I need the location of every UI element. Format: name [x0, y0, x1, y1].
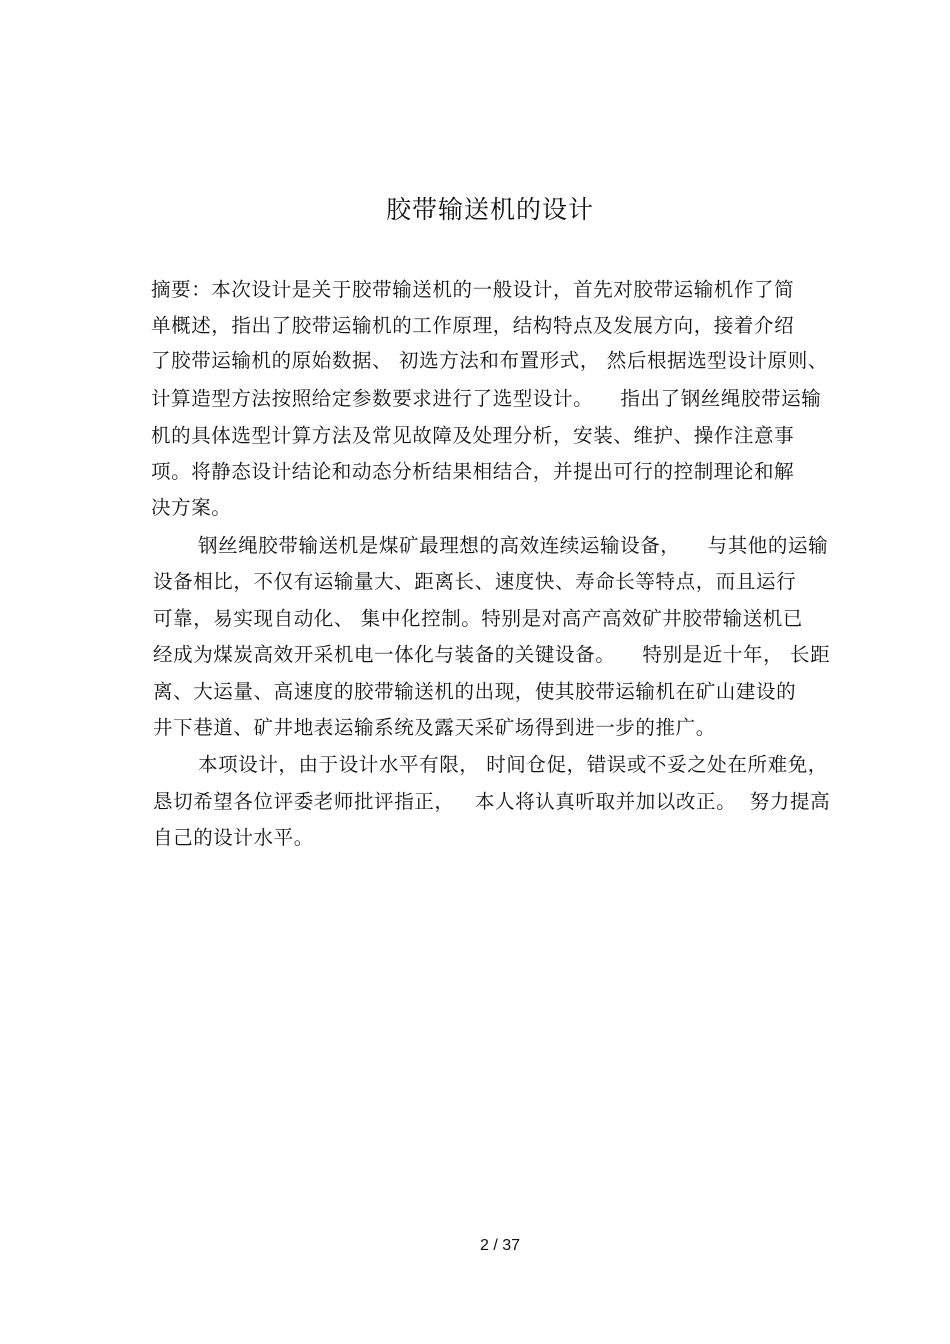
paragraph-line: 自己的设计水平。	[153, 826, 314, 849]
abstract-line: 项。将静态设计结论和动态分析结果相结合，并提出可行的控制理论和解	[151, 460, 795, 483]
paragraph-line: 本项设计，由于设计水平有限， 时间仓促，错误或不妥之处在所难免，	[198, 753, 828, 776]
page-number: 2 / 37	[479, 1237, 521, 1254]
abstract-line: 单概述，指出了胶带运输机的工作原理，结构特点及发展方向，接着介绍	[151, 314, 795, 337]
abstract-line: 了胶带运输机的原始数据、 初选方法和布置形式， 然后根据选型设计原则、	[151, 349, 828, 372]
paragraph-line: 井下巷道、矿井地表运输系统及露天采矿场得到进一步的推广。	[153, 716, 716, 739]
paragraph-line: 离、大运量、高速度的胶带输送机的出现，使其胶带运输机在矿山建设的	[153, 680, 797, 703]
paragraph-line: 钢丝绳胶带输送机是煤矿最理想的高效连续运输设备， 与其他的运输	[198, 534, 829, 557]
paragraph-line: 恳切希望各位评委老师批评指正， 本人将认真听取并加以改正。 努力提高	[153, 790, 831, 813]
page-title: 胶带输送机的设计	[385, 195, 594, 224]
abstract-line: 机的具体选型计算方法及常见故障及处理分析，安装、维护、操作注意事	[151, 424, 795, 447]
abstract-line: 摘要：本次设计是关于胶带输送机的一般设计，首先对胶带运输机作了简	[151, 278, 795, 301]
paragraph-line: 可靠，易实现自动化、 集中化控制。特别是对高产高效矿井胶带输送机已	[153, 607, 803, 630]
abstract-line: 计算造型方法按照给定参数要求进行了选型设计。 指出了钢丝绳胶带运输	[151, 387, 822, 410]
abstract-line: 决方案。	[151, 496, 232, 519]
paragraph-line: 设备相比，不仅有运输量大、距离长、速度快、寿命长等特点，而且运行	[153, 570, 797, 593]
paragraph-line: 经成为煤炭高效开采机电一体化与装备的关键设备。 特别是近十年， 长距	[153, 643, 831, 666]
